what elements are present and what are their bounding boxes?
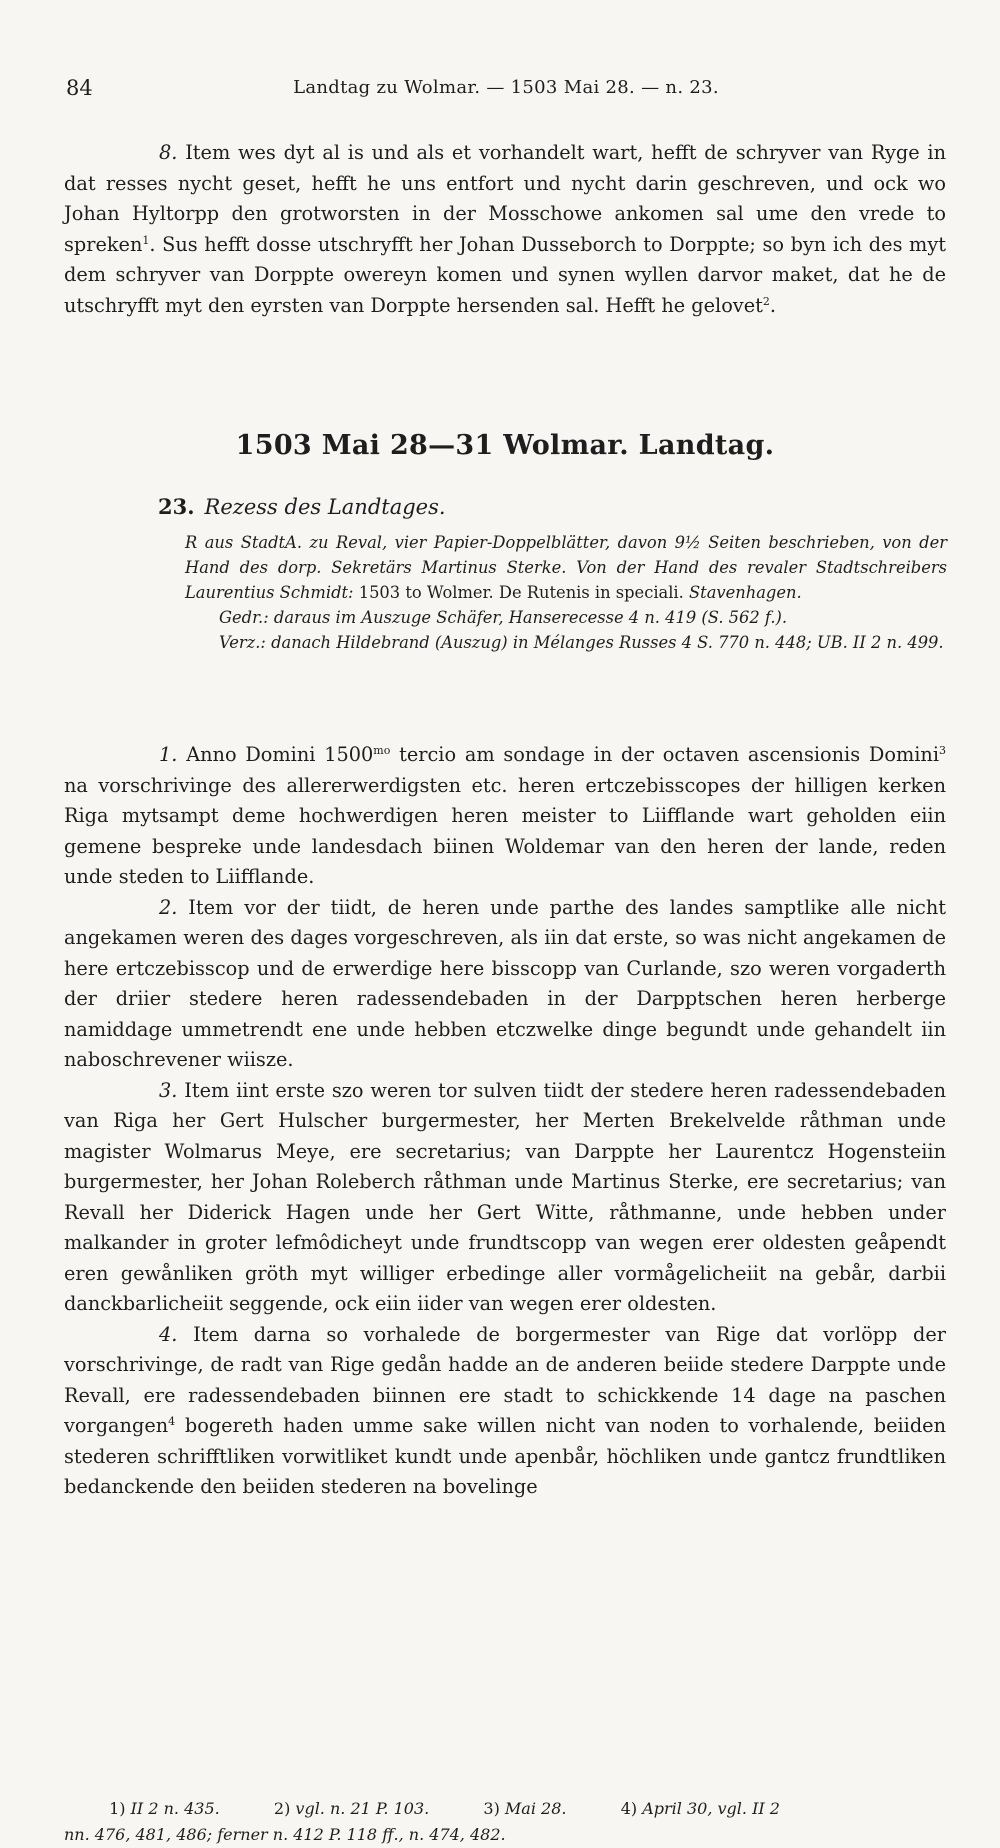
footnote-line [64,1822,946,1848]
previous-item-paragraph [64,138,946,321]
paragraph-number: 4. [159,1322,178,1346]
footnote-text: nn. 476, 481, 486; ferner n. 412 P. 118 ff., n. 474, 482. [64,1825,506,1844]
section-heading: 1503 Mai 28—31 Wolmar. Landtag. [235,430,775,461]
running-head [66,76,946,106]
running-title: Landtag zu Wolmar. — 1503 Mai 28. — n. 23. [293,77,719,98]
footnote-mark: 3) [483,1799,500,1818]
footnote-ref: 4 [168,1415,176,1428]
paragraph-number: 3. [159,1078,178,1102]
paragraph-number: 1. [159,743,178,766]
footnote-text: vgl. n. 21 P. 103. [295,1799,430,1818]
paragraph-text: Item vor der tiidt, de heren unde parthe des landes samptlike alle nicht angekamen weren des dages vorgeschreven, als iin dat erste, so was nicht angekamen de here ertczebisscop und de erwerdige here bisscopp van Curlande, szo weren vorgaderth der driier stedere heren radessendebaden in der Darpptschen heren herberge namiddage ummetrendt ene unde hebben etczwelke dinge begundt unde gehandelt iin naboschrevener wiisze. [64,895,946,1071]
item-text: Item wes dyt al is und als et vorhandelt wart, hefft de schryver van Ryge in dat resses nycht geset, hefft he uns entfort und nycht darin geschreven, und ock wo Johan Hyltorpp den grotworsten in der Mosschowe ankomen sal ume den vrede to spreken [64,141,946,256]
footnote-ref: 3 [938,744,946,757]
footnote-ref: 2 [762,294,770,308]
recess-paragraph-1 [64,740,946,893]
paragraph-text: Anno Domini 1500 [186,743,374,766]
item-number: 8. [159,141,178,164]
footnote-mark: 1) [109,1799,126,1818]
paragraph-text: Item iint erste szo weren tor sulven tiidt der stedere heren radessendebaden van Riga her Gert Hulscher burgermester, her Merten Brekelvelde råthman unde magister Wolmarus Meye, ere secretarius; van Darppte her Laurentcz Hogensteiin burgermester, her Johan Roleberch råthman unde Martinus Sterke, ere secretarius; van Revall her Diderick Hagen unde her Gert Witte, råthmanne, unde hebben under malkander in groter lefmôdicheyt unde frundtscopp van wegen erer oldesten geåpendt eren gewånliken gröth myt williger erbedinge aller vormågelicheiit na gebår, darbii danckbarlicheiit seggende, ock eiin iider van wegen erer oldesten. [64,1078,946,1315]
page-number: 84 [66,76,93,100]
recess-paragraph-4 [64,1320,946,1503]
document-title-text: Rezess des Landtages. [204,495,446,519]
document-number: 23. [158,494,195,519]
footnote-mark: 4) [620,1799,638,1818]
footnote-ref: 1 [142,233,150,247]
recess-paragraph-3 [64,1076,946,1320]
item-text: . Sus hefft dosse utschryfft her Johan Dusseborch to Dorppte; so byn ich des myt dem schryver van Dorppte owereyn komen und synen wyllen darvor maket, dat he de utschryfft myt den eyrsten van Dorppte hersenden sal. Hefft he gelovet [64,232,946,317]
source-description [185,530,947,655]
source-quote: 1503 to Wolmer. De Rutenis in speciali. [358,583,684,602]
paragraph-text: na vorschrivinge des allererwerdigsten etc. heren ertczebisscopes der hilligen kerken Riga mytsampt deme hochwerdigen heren meister to Liifflande wart geholden eiin gemene bespreke unde landesdach biinen Woldemar van den heren der lande, reden unde steden to Liifflande. [64,773,946,888]
paragraph-text: Item darna so vorhalede de borgermester van Rige dat vorlöpp der vorschrivinge, de radt van Rige gedån hadde an de anderen beiide stedere Darppte unde Revall, ere radessendebaden biinnen ere stadt to schickkende 14 dage na paschen vorgangen [64,1322,946,1437]
superscript: mo [373,744,391,757]
paragraph-text: tercio am sondage in der octaven ascensionis Domini [390,743,939,766]
footnote-text: II 2 n. 435. [130,1799,220,1818]
index-note: Verz.: danach Hildebrand (Auszug) in Mélanges Russes 4 S. 770 n. 448; UB. II 2 n. 499. [219,633,944,652]
item-text: . [769,293,776,317]
print-note: Gedr.: daraus im Auszuge Schäfer, Hanserecesse 4 n. 419 (S. 562 f.). [219,608,788,627]
paragraph-number: 2. [159,895,178,919]
footnote-text: Mai 28. [504,1799,567,1818]
recess-text [64,740,946,1503]
footnotes [64,1796,946,1848]
paragraph-text: bogereth haden umme sake willen nicht van noden to vorhalende, beiiden stederen schrifftliken vorwitliket kundt unde apenbår, höchliken unde gantcz frundtliken bedanckende den beiiden stederen na bovelinge [64,1414,946,1498]
document-title [158,494,446,519]
footnote-mark: 2) [273,1799,291,1818]
source-text: R aus StadtA. zu Reval, vier Papier-Doppelblätter, davon 9½ Seiten beschrieben, von der Hand des dorp. Sekretärs Martinus Sterke. Von der Hand des revaler Stadtschreibers Laurentius Schmidt: [185,533,947,602]
source-text-end: Stavenhagen. [689,583,802,602]
footnote-line [64,1796,946,1822]
footnote-text: April 30, vgl. II 2 [642,1799,780,1818]
recess-paragraph-2 [64,893,946,1076]
